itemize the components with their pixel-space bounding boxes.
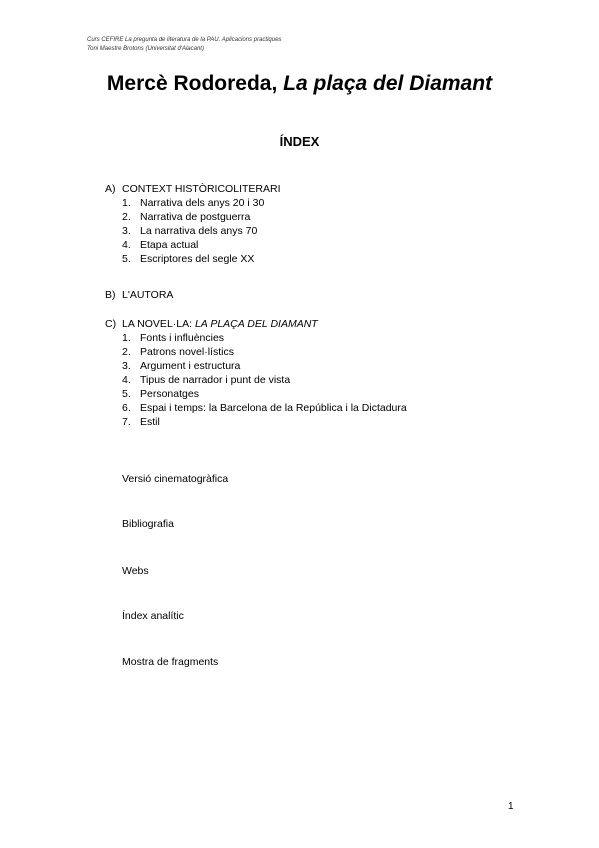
- item-number: 7.: [122, 416, 131, 428]
- item-number: 1.: [122, 332, 131, 344]
- header-course-line: Curs CEFIRE La pregunta de literatura de la PAU. Aplicacions practiques: [87, 37, 282, 43]
- item-text: Personatges: [140, 388, 199, 400]
- list-item: [122, 401, 407, 415]
- section-letter: A): [105, 183, 116, 195]
- extra-film-version: Versió cinematogràfica: [122, 473, 229, 485]
- item-number: 4.: [122, 239, 131, 251]
- section-label: LA NOVEL·LA:: [122, 318, 193, 330]
- item-text: Patrons novel·lístics: [140, 346, 234, 358]
- extra-webs: Webs: [122, 565, 149, 577]
- list-item: [122, 252, 264, 266]
- item-text: Tipus de narrador i punt de vista: [140, 374, 291, 386]
- list-item: [122, 224, 264, 238]
- item-text: Escriptores del segle XX: [140, 253, 255, 265]
- item-number: 5.: [122, 253, 131, 265]
- section-label-italic: LA PLAÇA DEL DIAMANT: [194, 318, 318, 330]
- list-item: [122, 373, 407, 387]
- item-text: Estil: [140, 416, 160, 428]
- list-item: [122, 359, 407, 373]
- page-number: 1: [508, 801, 514, 812]
- item-number: 4.: [122, 374, 131, 386]
- section-letter: C): [105, 318, 117, 330]
- section-label: L'AUTORA: [122, 289, 174, 301]
- item-text: Espai i temps: la Barcelona de la República i la Dictadura: [140, 402, 407, 414]
- item-text: Etapa actual: [140, 239, 199, 251]
- item-text: Narrativa de postguerra: [140, 211, 251, 223]
- list-item: [122, 345, 407, 359]
- item-number: 3.: [122, 360, 131, 372]
- item-number: 3.: [122, 225, 131, 237]
- item-number: 1.: [122, 197, 131, 209]
- title-author: Mercè Rodoreda,: [106, 72, 278, 95]
- item-text: La narrativa dels anys 70: [140, 225, 258, 237]
- list-item: [122, 238, 264, 252]
- section-letter: B): [105, 289, 116, 301]
- list-item: [122, 210, 264, 224]
- section-a-heading: [105, 183, 281, 195]
- item-number: 2.: [122, 211, 131, 223]
- list-item: [122, 196, 264, 210]
- extra-fragments: Mostra de fragments: [122, 656, 219, 668]
- section-b-heading: [105, 289, 173, 301]
- section-label: CONTEXT HISTÒRICOLITERARI: [122, 183, 281, 195]
- item-text: Argument i estructura: [140, 360, 241, 372]
- item-number: 2.: [122, 346, 131, 358]
- item-number: 5.: [122, 388, 131, 400]
- extra-analytic-index: Índex analític: [122, 610, 184, 622]
- extra-bibliography: Bibliografia: [122, 518, 174, 530]
- document-title: [0, 72, 599, 96]
- list-item: [122, 387, 407, 401]
- list-item: [122, 331, 407, 345]
- item-text: Fonts i influències: [140, 332, 225, 344]
- list-item: [122, 415, 407, 429]
- item-number: 6.: [122, 402, 131, 414]
- section-c-heading: [105, 318, 318, 330]
- header-author-line: Toni Maestre Brotons (Universitat d'Alacant): [87, 46, 204, 52]
- section-c-list: [122, 331, 407, 429]
- section-a-list: [122, 196, 264, 266]
- title-work: La plaça del Diamant: [283, 72, 493, 95]
- item-text: Narrativa dels anys 20 i 30: [140, 197, 265, 209]
- index-heading: ÍNDEX: [279, 134, 320, 149]
